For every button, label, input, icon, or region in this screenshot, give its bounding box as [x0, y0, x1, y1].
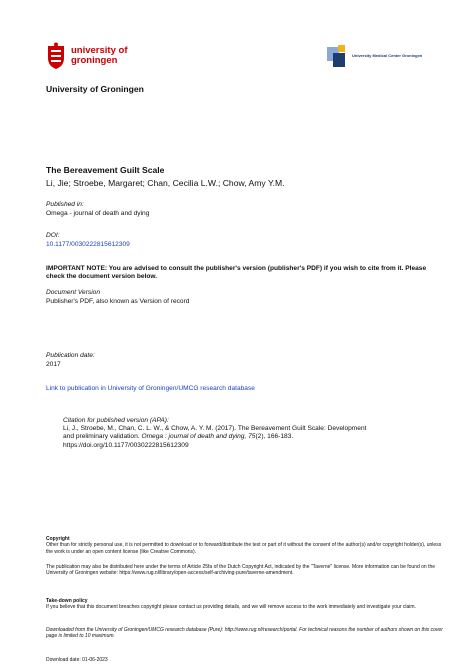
- copyright-section: [46, 536, 446, 555]
- umcg-logo-text: University Medical Center Groningen: [352, 53, 423, 58]
- document-title: The Bereavement Guilt Scale: [46, 165, 165, 175]
- logo-text-line2: groningen: [71, 55, 118, 66]
- copyright-text: Other than for strictly personal use, it is not permitted to download or to forward/distribute the text or part of it without the consent of the author(s) and/or copyright holder(s), unless the work is under an open content license (like Creative Commons).: [46, 542, 442, 555]
- crest-icon: [46, 42, 66, 70]
- logo-text-line1: university of: [71, 45, 128, 56]
- takedown-text: If you believe that this document breaches copyright please contact us providing details, and we will remove access to the work immediately and investigate your claim.: [46, 604, 416, 611]
- university-of-groningen-logo: [46, 42, 146, 72]
- published-in-value: Omega - journal of death and dying: [46, 210, 150, 217]
- institution-name: University of Groningen: [46, 84, 144, 94]
- document-version-label: Document Version: [46, 289, 100, 296]
- citation-line1: Li, J., Stroebe, M., Chan, C. L. W., & Chow, A. Y. M. (2017). The Bereavement Guilt Scale: Development: [63, 425, 367, 432]
- takedown-heading: Take-down policy: [46, 598, 88, 604]
- citation-text: [63, 425, 443, 450]
- research-database-link[interactable]: Link to publication in University of Groningen/UMCG research database: [46, 385, 255, 392]
- download-date: Download date: 01-06-2023: [46, 657, 108, 663]
- umcg-logo: [326, 44, 456, 70]
- published-in-label: Published in:: [46, 201, 84, 208]
- citation-label: Citation for published version (APA):: [63, 417, 169, 424]
- umcg-mark-icon: [326, 44, 348, 70]
- authors: Li, Jie; Stroebe, Margaret; Chan, Cecilia L.W.; Chow, Amy Y.M.: [46, 178, 285, 188]
- copyright-heading: Copyright: [46, 536, 70, 542]
- citation-journal: Omega : journal of death and dying: [141, 433, 245, 441]
- doi-link[interactable]: 10.1177/0030222815612309: [46, 241, 130, 248]
- citation-line2: and preliminary validation. Omega : journal of death and dying, 75(2), 166-183.: [63, 433, 294, 441]
- doi-label: DOI:: [46, 232, 60, 239]
- publication-date-label: Publication date:: [46, 352, 95, 359]
- document-version-value: Publisher's PDF, also known as Version of record: [46, 298, 190, 305]
- publication-date-value: 2017: [46, 361, 61, 368]
- important-note: IMPORTANT NOTE: You are advised to consult the publisher's version (publisher's PDF) if you wish to cite from it. Please check the document version below.: [46, 265, 427, 281]
- takedown-section: [46, 598, 446, 611]
- citation-doi: https://doi.org/10.1177/0030222815612309: [63, 441, 189, 449]
- taverne-text: The publication may also be distributed here under the terms of Article 25fa of the Dutch Copyright Act, indicated by the "Taverne" license. More information can be found on the University of Groningen website: https://www.rug.nl/library/open-access/self-archiving-pure/taverne-amendment.: [46, 564, 436, 577]
- downloaded-from: Downloaded from the University of Groningen/UMCG research database (Pure): http://www.rug.nl/research/portal. For technical reasons the number of authors shown on this cover page is limited to 10 maximum.: [46, 627, 443, 640]
